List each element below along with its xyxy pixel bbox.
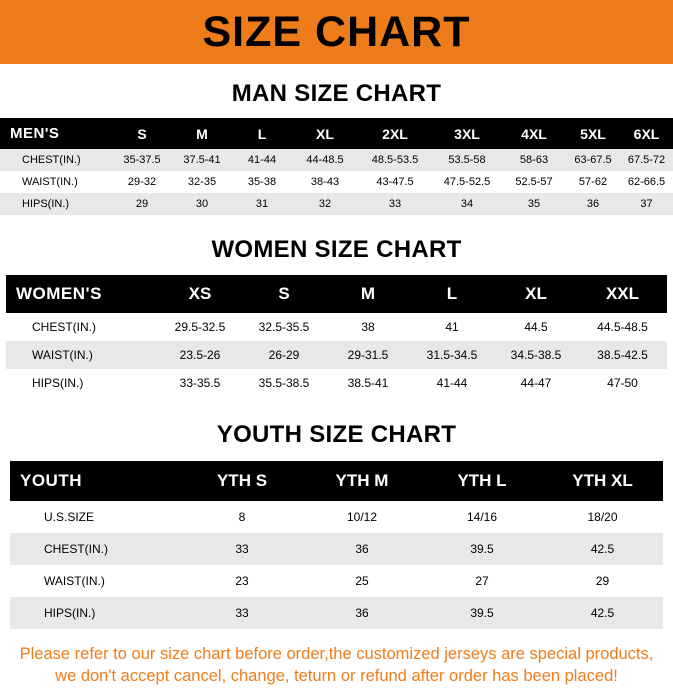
cell: 32 (318, 198, 332, 210)
cell: 35-37.5 (123, 154, 161, 166)
cell: 62-66.5 (627, 176, 666, 188)
row-label: WAIST(IN.) (44, 574, 105, 588)
row-label: WAIST(IN.) (22, 176, 78, 188)
table-row (10, 533, 663, 565)
man-col-s: S (137, 125, 147, 142)
cell: 8 (238, 510, 246, 524)
section-title-women: WOMEN SIZE CHART (211, 236, 462, 263)
man-col-6xl: 6XL (633, 125, 660, 142)
table-row (6, 369, 667, 397)
table-row (6, 341, 667, 369)
cell: 27 (475, 574, 489, 588)
youth-col-xl: YTH XL (572, 471, 633, 490)
row-label: CHEST(IN.) (22, 154, 81, 166)
cell: 44.5 (524, 320, 548, 334)
youth-header-label: YOUTH (20, 471, 82, 490)
cell: 29-32 (127, 176, 157, 188)
cell: 34.5-38.5 (510, 348, 562, 362)
cell: 10/12 (346, 510, 378, 524)
cell: 35.5-38.5 (258, 376, 310, 390)
women-col-l: L (446, 284, 458, 303)
page-title: SIZE CHART (202, 7, 471, 56)
women-table-body (6, 313, 667, 397)
women-col-xs: XS (188, 284, 212, 303)
policy-note-line-2: we don't accept cancel, change, teturn or refund after order has been placed! (55, 667, 618, 686)
table-header-row (6, 275, 667, 313)
cell: 38 (361, 320, 375, 334)
table-row (10, 597, 663, 629)
cell: 44-48.5 (306, 154, 344, 166)
youth-size-table (10, 461, 663, 629)
cell: 32-35 (187, 176, 217, 188)
man-table-body (0, 149, 673, 215)
cell: 47.5-52.5 (443, 176, 491, 188)
women-col-xxl: XXL (605, 284, 640, 303)
youth-col-m: YTH M (335, 471, 389, 490)
row-label: HIPS(IN.) (22, 198, 70, 210)
youth-col-l: YTH L (457, 471, 507, 490)
row-label: CHEST(IN.) (44, 542, 108, 556)
cell: 42.5 (590, 606, 615, 620)
table-row (10, 501, 663, 533)
man-col-m: M (196, 125, 208, 142)
cell: 48.5-53.5 (371, 154, 419, 166)
row-label: HIPS(IN.) (32, 376, 84, 390)
cell: 39.5 (470, 606, 494, 620)
cell: 29-31.5 (347, 348, 389, 362)
table-row (10, 565, 663, 597)
cell: 39.5 (470, 542, 494, 556)
man-col-xl: XL (316, 125, 334, 142)
cell: 25 (355, 574, 369, 588)
cell: 23 (235, 574, 249, 588)
cell: 23.5-26 (179, 348, 221, 362)
cell: 31.5-34.5 (426, 348, 478, 362)
cell: 57-62 (578, 176, 608, 188)
cell: 37 (640, 198, 653, 210)
table-row (6, 313, 667, 341)
cell: 35 (527, 198, 541, 210)
man-col-l: L (257, 125, 267, 142)
cell: 35-38 (247, 176, 277, 188)
women-header-label: WOMEN'S (16, 284, 102, 303)
cell: 38.5-42.5 (597, 348, 648, 362)
youth-col-s: YTH S (216, 471, 268, 490)
cell: 41-44 (247, 154, 277, 166)
row-label: WAIST(IN.) (32, 348, 93, 362)
row-label: CHEST(IN.) (32, 320, 96, 334)
man-header-label: MEN'S (10, 125, 60, 142)
cell: 58-63 (519, 154, 549, 166)
cell: 63-67.5 (574, 154, 612, 166)
man-table-head (0, 118, 673, 149)
table-row (0, 149, 673, 171)
man-size-table (0, 118, 673, 215)
cell: 44.5-48.5 (597, 320, 648, 334)
cell: 36 (355, 542, 369, 556)
section-title-youth: YOUTH SIZE CHART (216, 421, 457, 448)
row-label: HIPS(IN.) (44, 606, 96, 620)
cell: 33 (388, 198, 402, 210)
cell: 37.5-41 (183, 154, 221, 166)
youth-table-body (10, 501, 663, 629)
women-size-table (6, 275, 667, 397)
women-col-s: S (278, 284, 290, 303)
cell: 36 (586, 198, 600, 210)
policy-note-line-1: Please refer to our size chart before order,the customized jerseys are special products, (19, 645, 654, 663)
cell: 18/20 (587, 510, 618, 524)
row-label: U.S.SIZE (44, 510, 95, 524)
youth-table-head (10, 461, 663, 501)
cell: 33 (235, 542, 249, 556)
cell: 47-50 (607, 376, 638, 390)
table-header-row (0, 118, 673, 149)
policy-note (0, 643, 673, 688)
man-col-4xl: 4XL (521, 125, 547, 142)
table-row (0, 193, 673, 215)
table-header-row (10, 461, 663, 501)
cell: 31 (255, 198, 269, 210)
women-table-head (6, 275, 667, 313)
page-banner (0, 0, 673, 64)
man-col-3xl: 3XL (454, 125, 480, 142)
cell: 41 (445, 320, 459, 334)
cell: 33-35.5 (179, 376, 221, 390)
cell: 41-44 (436, 376, 468, 390)
women-col-m: M (360, 284, 376, 303)
cell: 42.5 (590, 542, 615, 556)
cell: 53.5-58 (448, 154, 486, 166)
cell: 43-47.5 (376, 176, 414, 188)
cell: 33 (235, 606, 249, 620)
cell: 14/16 (466, 510, 498, 524)
cell: 30 (195, 198, 209, 210)
cell: 34 (460, 198, 474, 210)
women-col-xl: XL (525, 284, 547, 303)
cell: 29 (135, 198, 149, 210)
cell: 44-47 (520, 376, 552, 390)
cell: 36 (355, 606, 369, 620)
cell: 38.5-41 (347, 376, 389, 390)
cell: 67.5-72 (627, 154, 666, 166)
table-row (0, 171, 673, 193)
cell: 52.5-57 (515, 176, 553, 188)
cell: 29.5-32.5 (174, 320, 226, 334)
cell: 38-43 (310, 176, 340, 188)
man-col-5xl: 5XL (580, 125, 606, 142)
cell: 32.5-35.5 (258, 320, 310, 334)
cell: 26-29 (268, 348, 300, 362)
section-title-man: MAN SIZE CHART (231, 80, 442, 107)
cell: 29 (595, 574, 610, 588)
man-col-2xl: 2XL (382, 125, 408, 142)
